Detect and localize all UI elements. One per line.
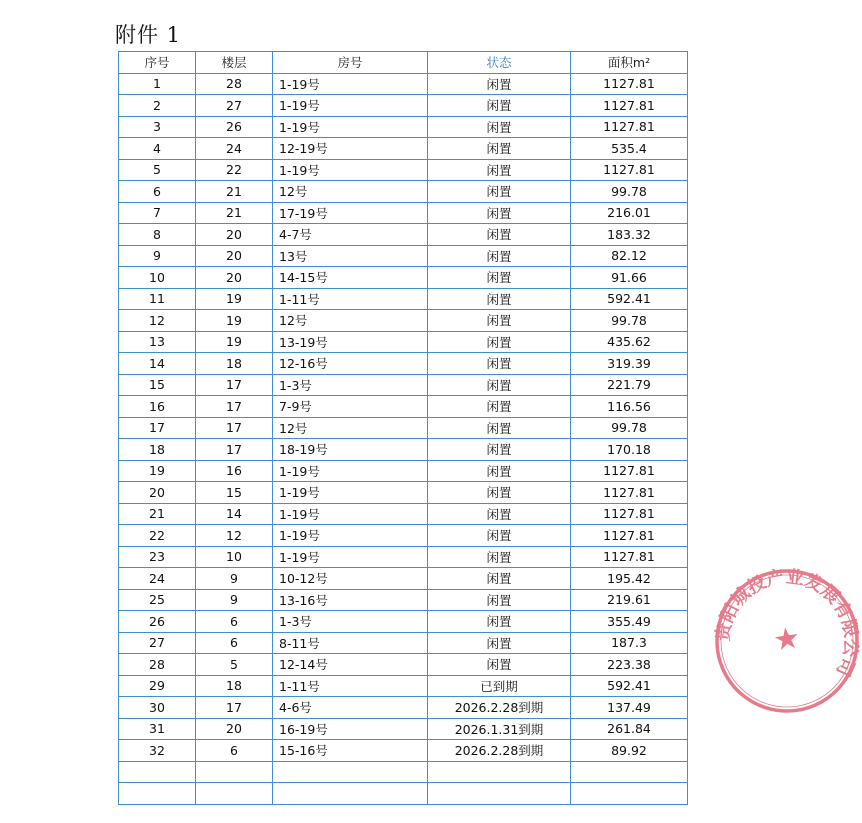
- cell-floor: 9: [196, 589, 273, 611]
- cell-floor: 28: [196, 73, 273, 95]
- cell-seq: 7: [119, 202, 196, 224]
- svg-text:★: ★: [771, 620, 803, 659]
- cell-status: 闲置: [428, 288, 571, 310]
- cell-seq: 29: [119, 675, 196, 697]
- empty-cell: [428, 761, 571, 783]
- cell-area: 592.41: [571, 288, 688, 310]
- cell-area: 1127.81: [571, 482, 688, 504]
- cell-seq: 6: [119, 181, 196, 203]
- cell-floor: 15: [196, 482, 273, 504]
- empty-cell: [119, 761, 196, 783]
- cell-area: 99.78: [571, 181, 688, 203]
- table-row: [119, 654, 688, 676]
- cell-area: 99.78: [571, 310, 688, 332]
- cell-area: 137.49: [571, 697, 688, 719]
- cell-room: 1-11号: [273, 288, 428, 310]
- cell-floor: 9: [196, 568, 273, 590]
- table-row: [119, 374, 688, 396]
- cell-area: 1127.81: [571, 95, 688, 117]
- cell-seq: 10: [119, 267, 196, 289]
- cell-area: 435.62: [571, 331, 688, 353]
- cell-seq: 16: [119, 396, 196, 418]
- header-seq: 序号: [119, 52, 196, 74]
- cell-room: 18-19号: [273, 439, 428, 461]
- table-row: [119, 482, 688, 504]
- cell-seq: 19: [119, 460, 196, 482]
- cell-status: 闲置: [428, 331, 571, 353]
- cell-status: 闲置: [428, 181, 571, 203]
- document-title: 附件 1: [115, 23, 182, 47]
- table-row-empty: [119, 783, 688, 805]
- cell-area: 261.84: [571, 718, 688, 740]
- cell-floor: 10: [196, 546, 273, 568]
- cell-room: 1-19号: [273, 482, 428, 504]
- table-row: [119, 331, 688, 353]
- cell-area: 319.39: [571, 353, 688, 375]
- table-row: [119, 525, 688, 547]
- cell-room: 13-19号: [273, 331, 428, 353]
- cell-area: 1127.81: [571, 503, 688, 525]
- cell-floor: 20: [196, 267, 273, 289]
- cell-status: 闲置: [428, 396, 571, 418]
- cell-floor: 6: [196, 611, 273, 633]
- cell-seq: 17: [119, 417, 196, 439]
- cell-area: 1127.81: [571, 116, 688, 138]
- cell-seq: 11: [119, 288, 196, 310]
- table-row: [119, 568, 688, 590]
- cell-room: 1-11号: [273, 675, 428, 697]
- cell-seq: 14: [119, 353, 196, 375]
- table-row: [119, 138, 688, 160]
- table-row: [119, 73, 688, 95]
- empty-cell: [571, 783, 688, 805]
- cell-seq: 20: [119, 482, 196, 504]
- cell-seq: 22: [119, 525, 196, 547]
- table-row: [119, 460, 688, 482]
- cell-room: 16-19号: [273, 718, 428, 740]
- cell-floor: 12: [196, 525, 273, 547]
- cell-seq: 2: [119, 95, 196, 117]
- cell-area: 535.4: [571, 138, 688, 160]
- cell-floor: 17: [196, 417, 273, 439]
- cell-floor: 20: [196, 718, 273, 740]
- cell-room: 4-6号: [273, 697, 428, 719]
- cell-floor: 18: [196, 353, 273, 375]
- cell-status: 闲置: [428, 245, 571, 267]
- table-row: [119, 589, 688, 611]
- cell-status: 闲置: [428, 525, 571, 547]
- cell-floor: 17: [196, 439, 273, 461]
- cell-status: 2026.2.28到期: [428, 740, 571, 762]
- cell-seq: 32: [119, 740, 196, 762]
- cell-room: 1-19号: [273, 73, 428, 95]
- empty-cell: [273, 783, 428, 805]
- cell-floor: 6: [196, 740, 273, 762]
- table-row: [119, 159, 688, 181]
- cell-room: 8-11号: [273, 632, 428, 654]
- empty-cell: [571, 761, 688, 783]
- cell-seq: 3: [119, 116, 196, 138]
- cell-seq: 12: [119, 310, 196, 332]
- cell-area: 592.41: [571, 675, 688, 697]
- table-body: [119, 73, 688, 804]
- cell-floor: 21: [196, 181, 273, 203]
- cell-seq: 13: [119, 331, 196, 353]
- table-row: [119, 740, 688, 762]
- header-room: 房号: [273, 52, 428, 74]
- cell-area: 1127.81: [571, 73, 688, 95]
- cell-floor: 14: [196, 503, 273, 525]
- cell-floor: 18: [196, 675, 273, 697]
- cell-status: 闲置: [428, 503, 571, 525]
- table-row: [119, 181, 688, 203]
- cell-floor: 19: [196, 310, 273, 332]
- table-row: [119, 116, 688, 138]
- cell-status: 闲置: [428, 95, 571, 117]
- table-row: [119, 245, 688, 267]
- cell-status: 闲置: [428, 353, 571, 375]
- cell-area: 99.78: [571, 417, 688, 439]
- cell-floor: 16: [196, 460, 273, 482]
- cell-seq: 18: [119, 439, 196, 461]
- table-row: [119, 439, 688, 461]
- table-row-empty: [119, 761, 688, 783]
- cell-room: 14-15号: [273, 267, 428, 289]
- cell-status: 2026.1.31到期: [428, 718, 571, 740]
- cell-room: 1-19号: [273, 503, 428, 525]
- cell-seq: 28: [119, 654, 196, 676]
- cell-floor: 17: [196, 396, 273, 418]
- header-area: 面积m²: [571, 52, 688, 74]
- header-floor: 楼层: [196, 52, 273, 74]
- cell-room: 1-19号: [273, 546, 428, 568]
- cell-status: 闲置: [428, 267, 571, 289]
- table-header-row: [119, 52, 688, 74]
- cell-room: 1-19号: [273, 95, 428, 117]
- cell-floor: 19: [196, 331, 273, 353]
- cell-area: 195.42: [571, 568, 688, 590]
- cell-seq: 1: [119, 73, 196, 95]
- cell-floor: 20: [196, 224, 273, 246]
- cell-floor: 22: [196, 159, 273, 181]
- cell-floor: 24: [196, 138, 273, 160]
- cell-area: 221.79: [571, 374, 688, 396]
- table-row: [119, 224, 688, 246]
- table-row: [119, 396, 688, 418]
- cell-seq: 26: [119, 611, 196, 633]
- header-status: 状态: [428, 52, 571, 74]
- cell-seq: 27: [119, 632, 196, 654]
- cell-area: 82.12: [571, 245, 688, 267]
- empty-cell: [273, 761, 428, 783]
- table-row: [119, 697, 688, 719]
- cell-area: 116.56: [571, 396, 688, 418]
- cell-room: 12号: [273, 310, 428, 332]
- cell-room: 1-19号: [273, 460, 428, 482]
- cell-seq: 25: [119, 589, 196, 611]
- cell-seq: 15: [119, 374, 196, 396]
- cell-area: 1127.81: [571, 159, 688, 181]
- table-row: [119, 267, 688, 289]
- cell-room: 1-19号: [273, 116, 428, 138]
- cell-seq: 9: [119, 245, 196, 267]
- cell-status: 闲置: [428, 589, 571, 611]
- cell-room: 12-14号: [273, 654, 428, 676]
- cell-floor: 26: [196, 116, 273, 138]
- cell-area: 223.38: [571, 654, 688, 676]
- cell-area: 91.66: [571, 267, 688, 289]
- cell-seq: 4: [119, 138, 196, 160]
- cell-area: 183.32: [571, 224, 688, 246]
- cell-seq: 23: [119, 546, 196, 568]
- cell-room: 12-16号: [273, 353, 428, 375]
- cell-status: 闲置: [428, 310, 571, 332]
- table-row: [119, 353, 688, 375]
- cell-floor: 17: [196, 374, 273, 396]
- table-row: [119, 95, 688, 117]
- cell-seq: 5: [119, 159, 196, 181]
- cell-area: 1127.81: [571, 525, 688, 547]
- cell-status: 闲置: [428, 611, 571, 633]
- cell-status: 闲置: [428, 460, 571, 482]
- table-row: [119, 675, 688, 697]
- cell-room: 1-3号: [273, 611, 428, 633]
- cell-room: 13号: [273, 245, 428, 267]
- cell-room: 4-7号: [273, 224, 428, 246]
- cell-status: 2026.2.28到期: [428, 697, 571, 719]
- cell-floor: 27: [196, 95, 273, 117]
- empty-cell: [428, 783, 571, 805]
- cell-area: 1127.81: [571, 546, 688, 568]
- cell-status: 闲置: [428, 654, 571, 676]
- cell-status: 闲置: [428, 374, 571, 396]
- cell-status: 已到期: [428, 675, 571, 697]
- table-row: [119, 310, 688, 332]
- table-row: [119, 632, 688, 654]
- table-row: [119, 202, 688, 224]
- cell-floor: 6: [196, 632, 273, 654]
- cell-status: 闲置: [428, 159, 571, 181]
- cell-status: 闲置: [428, 138, 571, 160]
- cell-floor: 19: [196, 288, 273, 310]
- cell-area: 219.61: [571, 589, 688, 611]
- table-row: [119, 718, 688, 740]
- company-seal-stamp: [712, 566, 862, 716]
- table-row: [119, 288, 688, 310]
- table-row: [119, 503, 688, 525]
- empty-cell: [196, 761, 273, 783]
- property-table: [118, 51, 688, 805]
- cell-room: 7-9号: [273, 396, 428, 418]
- cell-area: 170.18: [571, 439, 688, 461]
- cell-room: 10-12号: [273, 568, 428, 590]
- table-row: [119, 611, 688, 633]
- cell-seq: 8: [119, 224, 196, 246]
- cell-room: 12号: [273, 417, 428, 439]
- cell-area: 355.49: [571, 611, 688, 633]
- cell-room: 15-16号: [273, 740, 428, 762]
- cell-floor: 17: [196, 697, 273, 719]
- cell-status: 闲置: [428, 224, 571, 246]
- cell-area: 89.92: [571, 740, 688, 762]
- cell-status: 闲置: [428, 417, 571, 439]
- cell-area: 187.3: [571, 632, 688, 654]
- cell-room: 1-3号: [273, 374, 428, 396]
- cell-room: 12号: [273, 181, 428, 203]
- cell-room: 12-19号: [273, 138, 428, 160]
- cell-seq: 31: [119, 718, 196, 740]
- cell-seq: 21: [119, 503, 196, 525]
- empty-cell: [196, 783, 273, 805]
- cell-room: 17-19号: [273, 202, 428, 224]
- cell-seq: 30: [119, 697, 196, 719]
- cell-room: 1-19号: [273, 525, 428, 547]
- cell-status: 闲置: [428, 116, 571, 138]
- cell-status: 闲置: [428, 482, 571, 504]
- cell-floor: 21: [196, 202, 273, 224]
- cell-status: 闲置: [428, 439, 571, 461]
- cell-room: 1-19号: [273, 159, 428, 181]
- cell-status: 闲置: [428, 568, 571, 590]
- cell-status: 闲置: [428, 546, 571, 568]
- cell-floor: 5: [196, 654, 273, 676]
- cell-area: 216.01: [571, 202, 688, 224]
- table-row: [119, 546, 688, 568]
- cell-status: 闲置: [428, 202, 571, 224]
- cell-status: 闲置: [428, 73, 571, 95]
- cell-floor: 20: [196, 245, 273, 267]
- cell-status: 闲置: [428, 632, 571, 654]
- cell-area: 1127.81: [571, 460, 688, 482]
- cell-seq: 24: [119, 568, 196, 590]
- cell-room: 13-16号: [273, 589, 428, 611]
- table-row: [119, 417, 688, 439]
- empty-cell: [119, 783, 196, 805]
- svg-text:贵阳城投产业发展有限公司: 贵阳城投产业发展有限公司: [712, 566, 862, 680]
